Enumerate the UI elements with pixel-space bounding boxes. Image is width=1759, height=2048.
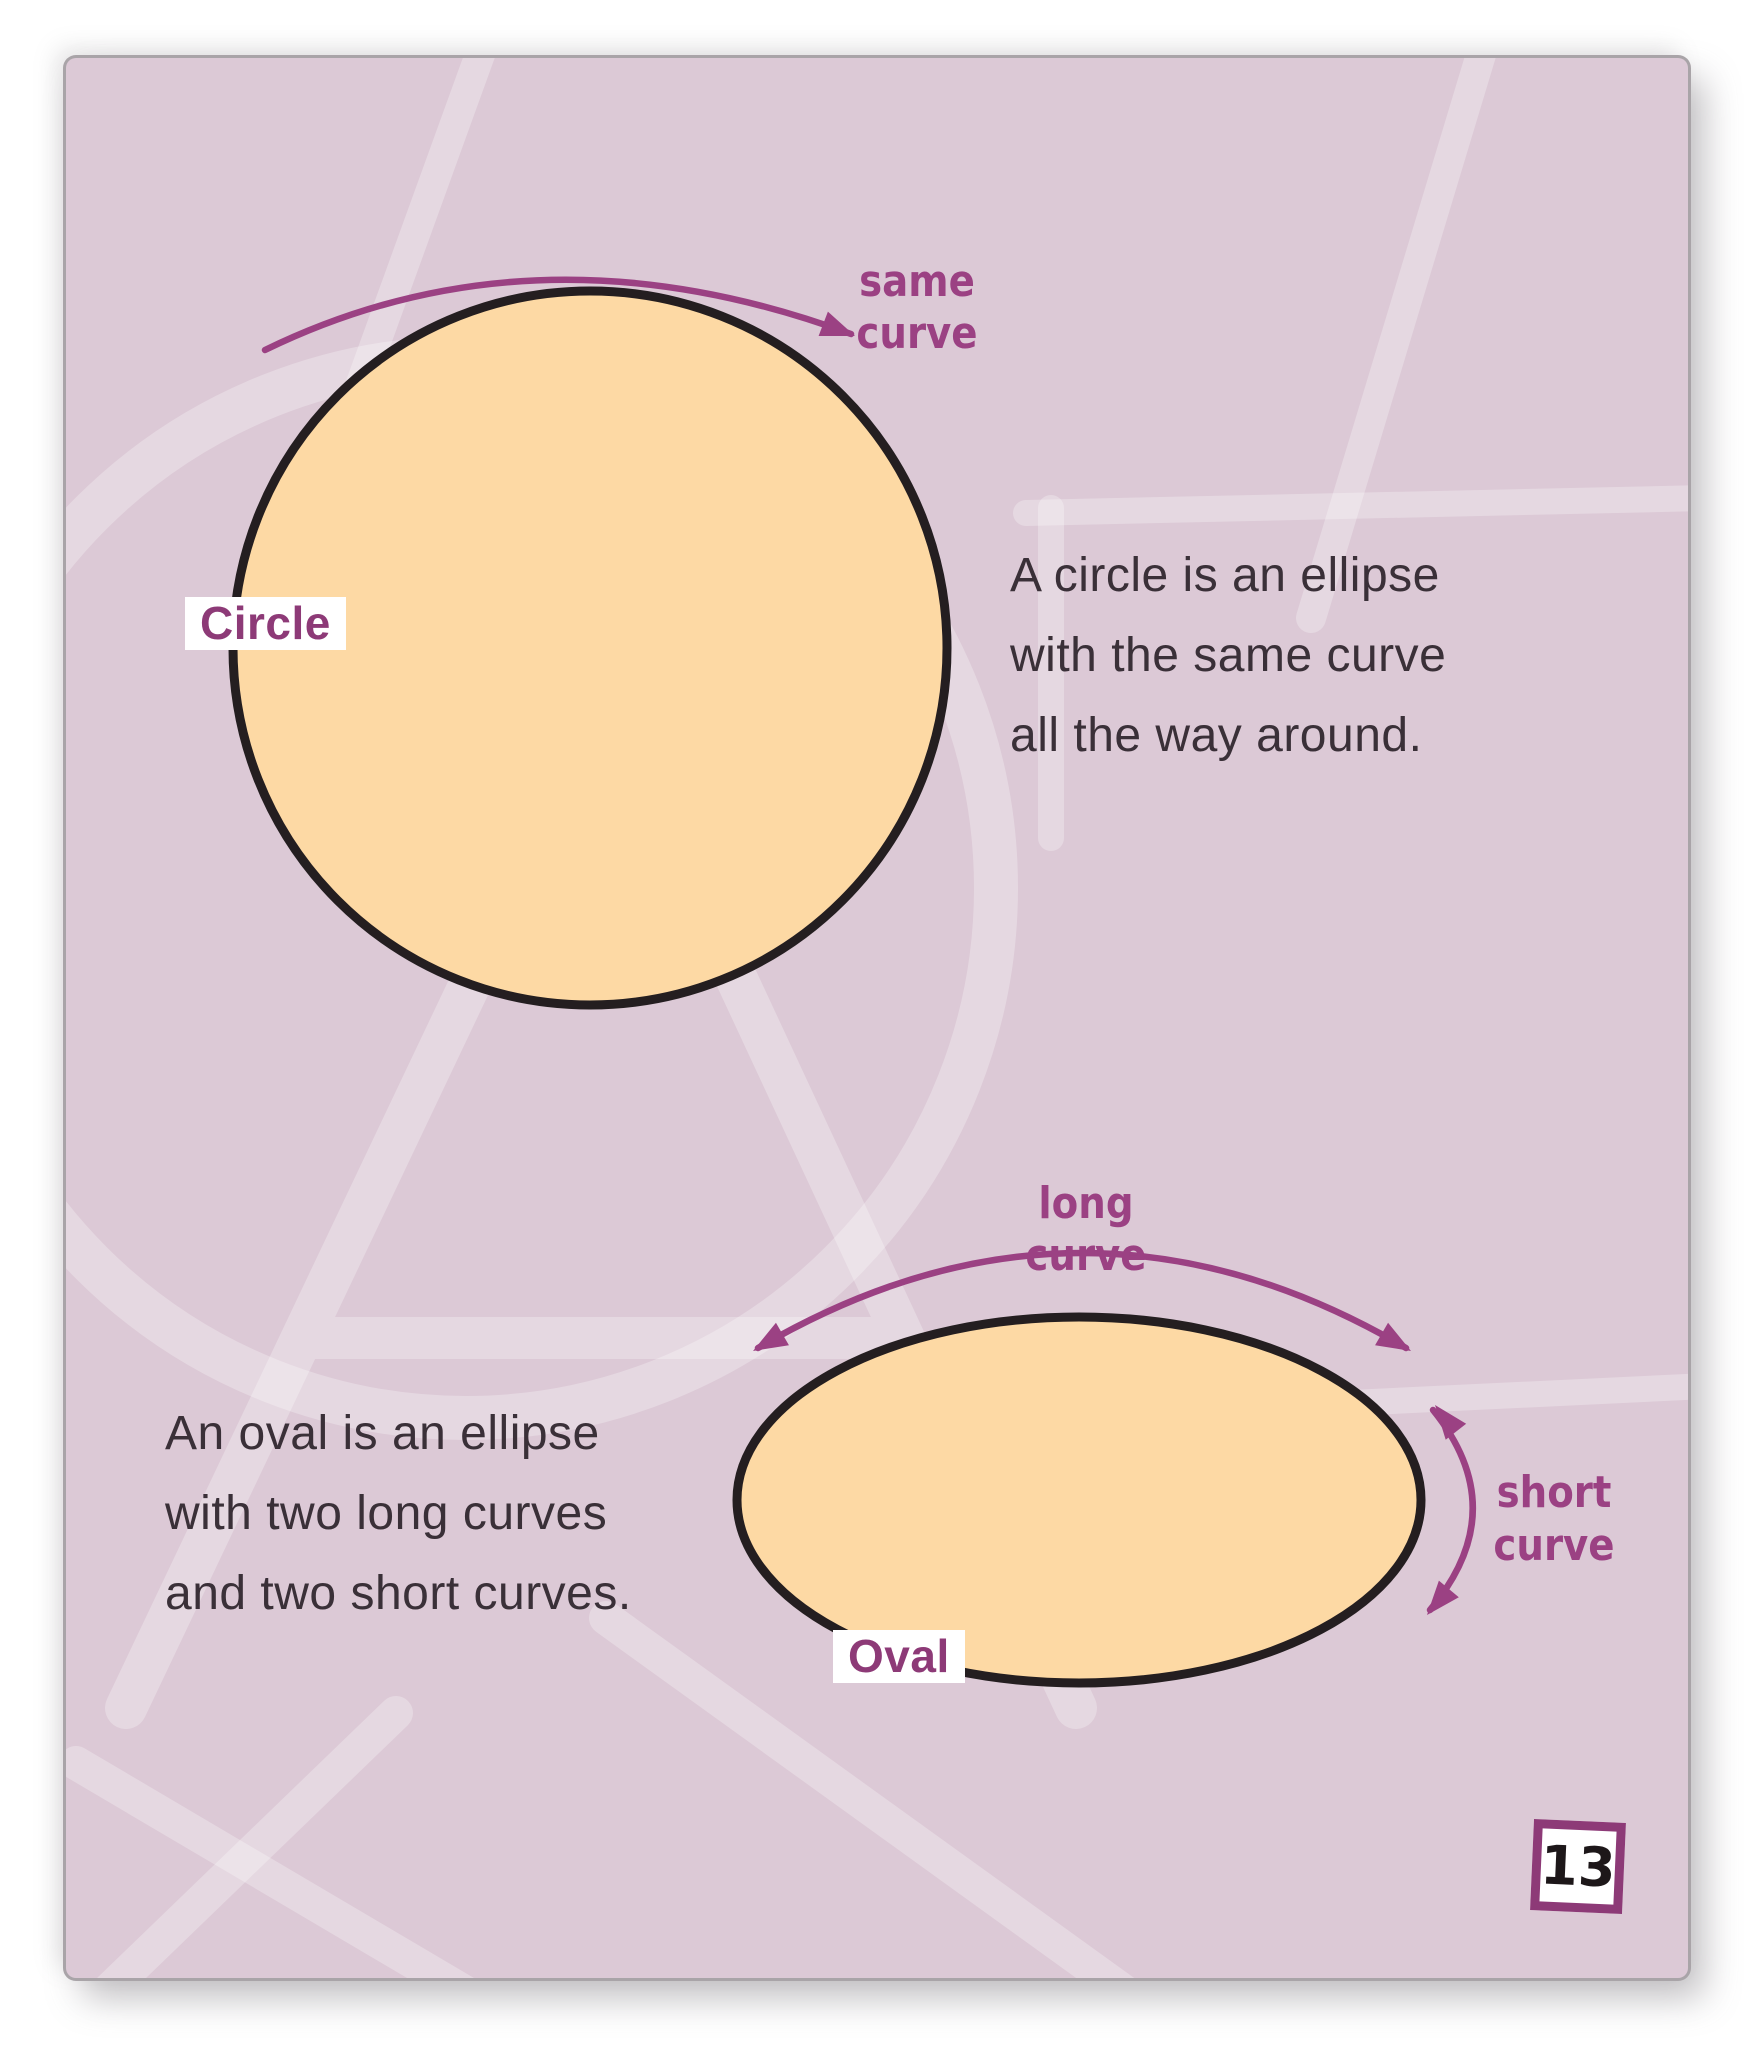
- oval-description-line: An oval is an ellipse: [165, 1407, 600, 1460]
- circle-description: [1010, 536, 1610, 776]
- page-number-value: 13: [1539, 1833, 1617, 1900]
- oval-description: [165, 1394, 805, 1634]
- page-number: [1530, 1819, 1626, 1914]
- oval-description-line: and two short curves.: [165, 1567, 632, 1620]
- book-page: [66, 58, 1688, 1978]
- arrowhead-icon: [1425, 1397, 1466, 1440]
- arrowhead-icon: [1375, 1323, 1417, 1363]
- same-curve-annotation: same curve: [856, 256, 978, 359]
- arrowhead-icon: [747, 1323, 789, 1363]
- oval-description-line: with two long curves: [165, 1487, 608, 1540]
- short-curve-annotation: [1475, 1466, 1633, 1572]
- oval-shape: [737, 1317, 1421, 1683]
- short-curve-line: curve: [1493, 1520, 1615, 1571]
- circle-description-line: A circle is an ellipse: [1010, 549, 1440, 602]
- circle-description-line: all the way around.: [1010, 709, 1423, 762]
- long-curve-annotation: long curve: [1025, 1178, 1147, 1281]
- arrowhead-icon: [1417, 1581, 1459, 1624]
- circle-label: Circle: [185, 597, 346, 650]
- circle-description-line: with the same curve: [1010, 629, 1447, 682]
- short-curve-line: short: [1496, 1467, 1612, 1518]
- oval-label: Oval: [833, 1630, 965, 1683]
- short-curve-arrow: [1417, 1397, 1473, 1623]
